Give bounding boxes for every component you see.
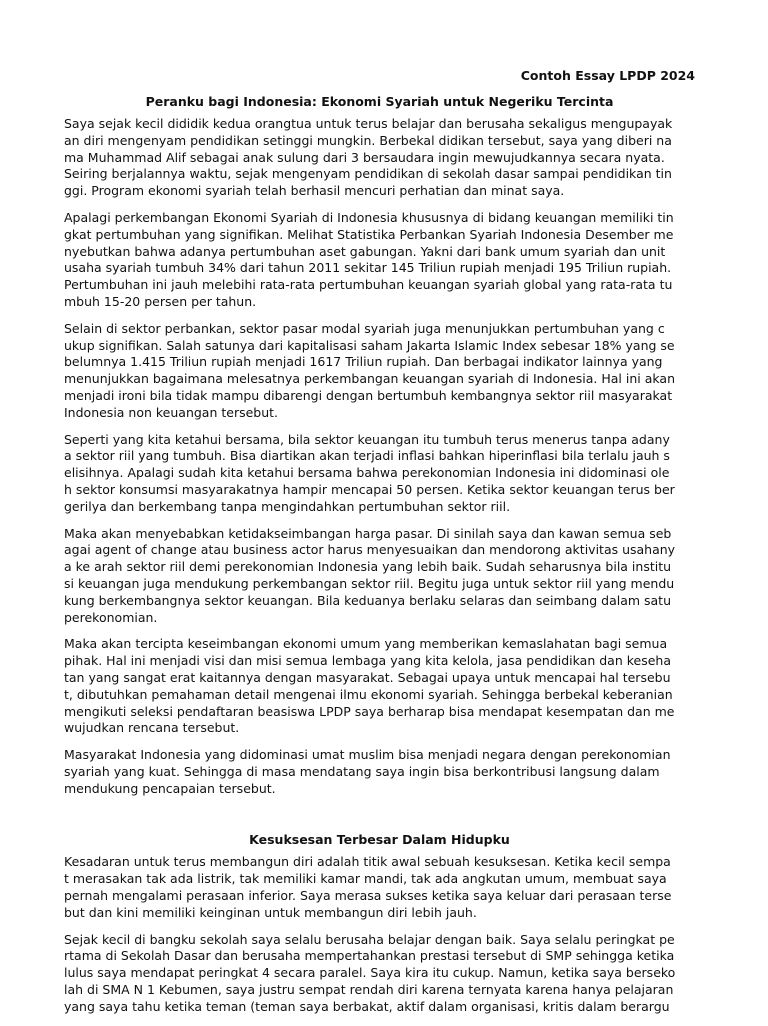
section-1-paragraph-4: Seperti yang kita ketahui bersama, bila sektor keuangan itu tumbuh terus menerus tanpa adany a sektor riil yang tumbuh. Bisa diartikan akan terjadi inflasi bahkan hiperinflasi bila terlalu jauh s elisihnya. Apalagi sudah kita ketahui bersama bahwa perekonomian Indonesia ini didominasi ole h sektor konsumsi masyarakatnya hampir mencapai 50 persen. Ketika sektor keuangan terus ber gerilya dan berkembang tanpa mengindahkan pertumbuhan sektor riil. [64,431,675,514]
section-2-paragraph-2: Sejak kecil di bangku sekolah saya selalu berusaha belajar dengan baik. Saya selalu peringkat pe rtama di Sekolah Dasar dan berusaha mempertahankan prestasi tersebut di SMP sehingga ketika lulus saya mendapat peringkat 4 secara paralel. Saya kira itu cukup. Namun, ketika saya berseko lah di SMA N 1 Kebumen, saya justru sempat rendah diri karena ternyata karena hanya pelajaran yang saya tahu ketika teman (teman saya berbakat, aktif dalam organisasi, kritis dalam berargu [64,931,676,1014]
section-1-title: Peranku bagi Indonesia: Ekonomi Syariah untuk Negeriku Tercinta [145,94,614,109]
section-1-paragraph-6: Maka akan tercipta keseimbangan ekonomi umum yang memberikan kemaslahatan bagi semua pihak. Hal ini menjadi visi dan misi semua lembaga yang kita kelola, jasa pendidikan dan keseha tan yang sangat erat kaitannya dengan masyarakat. Sebagai upaya untuk mencapai hal tersebu t, dibutuhkan pemahaman detail mengenai ilmu ekonomi syariah. Sehingga berbekal keberanian mengikuti seleksi pendaftaran beasiswa LPDP saya berharap bisa mendapat kesempatan dan me wujudkan rencana tersebut. [64,636,675,736]
section-1-paragraph-3: Selain di sektor perbankan, sektor pasar modal syariah juga menunjukkan pertumbuhan yang c ukup signifikan. Salah satunya dari kapitalisasi saham Jakarta Islamic Index sebesar 18% yang se belumnya 1.415 Triliun rupiah menjadi 1617 Triliun rupiah. Dan berbagai indikator lainnya yang menunjukkan bagaimana melesatnya perkembangan keuangan syariah di Indonesia. Hal ini akan menjadi ironi bila tidak mampu dibarengi dengan bertumbuh kembangnya sektor riil masyarakat Indonesia non keuangan tersebut. [64,320,675,420]
section-1-paragraph-5: Maka akan menyebabkan ketidakseimbangan harga pasar. Di sinilah saya dan kawan semua seb agai agent of change atau business actor harus menyesuaikan dan mendorong aktivitas usahany a ke arah sektor riil demi perekonomian Indonesia yang lebih baik. Sudah seharusnya bila institu si keuangan juga mendukung perkembangan sektor riil. Begitu juga untuk sektor riil yang mendu kung berkembangnya sektor keuangan. Bila keduanya berlaku selaras dan seimbang dalam satu perekonomian. [64,525,676,625]
section-2-paragraph-1: Kesadaran untuk terus membangun diri adalah titik awal sebuah kesuksesan. Ketika kecil sempa t merasakan tak ada listrik, tak memiliki kamar mandi, tak ada angkutan umum, membuat saya pernah mengalami perasaan inferior. Saya merasa sukses ketika saya keluar dari perasaan terse but dan kini memiliki keinginan untuk membangun diri lebih jauh. [64,854,672,920]
section-1-paragraph-2: Apalagi perkembangan Ekonomi Syariah di Indonesia khususnya di bidang keuangan memiliki tin gkat pertumbuhan yang signifikan. Melihat Statistika Perbankan Syariah Indonesia Desember me nyebutkan bahwa adanya pertumbuhan aset gabungan. Yakni dari bank umum syariah dan unit usaha syariah tumbuh 34% dari tahun 2011 sekitar 145 Triliun rupiah menjadi 195 Triliun rupiah. Pertumbuhan ini jauh melebihi rata-rata pertumbuhan keuangan syariah global yang rata-rata tu mbuh 15-20 persen per tahun. [64,209,674,309]
document-label: Contoh Essay LPDP 2024 [520,68,695,83]
section-2-title: Kesuksesan Terbesar Dalam Hidupku [249,832,510,848]
section-1-paragraph-1: Saya sejak kecil dididik kedua orangtua untuk terus belajar dan berusaha sekaligus mengupayak an diri mengenyam pendidikan setinggi mungkin. Berbekal didikan tersebut, saya yang diberi na ma Muhammad Alif sebagai anak sulung dari 3 bersaudara ingin mewujudkannya secara nyata. Seiring berjalannya waktu, sejak mengenyam pendidikan di sekolah dasar sampai pendidikan tin ggi. Program ekonomi syariah telah berhasil mencuri perhatian dan minat saya. [64,116,673,199]
essay-page [64,67,695,1026]
section-1-paragraph-7: Masyarakat Indonesia yang didominasi umat muslim bisa menjadi negara dengan perekonomian syariah yang kuat. Sehingga di masa mendatang saya ingin bisa berkontribusi langsung dalam mendukung pencapaian tersebut. [64,747,671,796]
